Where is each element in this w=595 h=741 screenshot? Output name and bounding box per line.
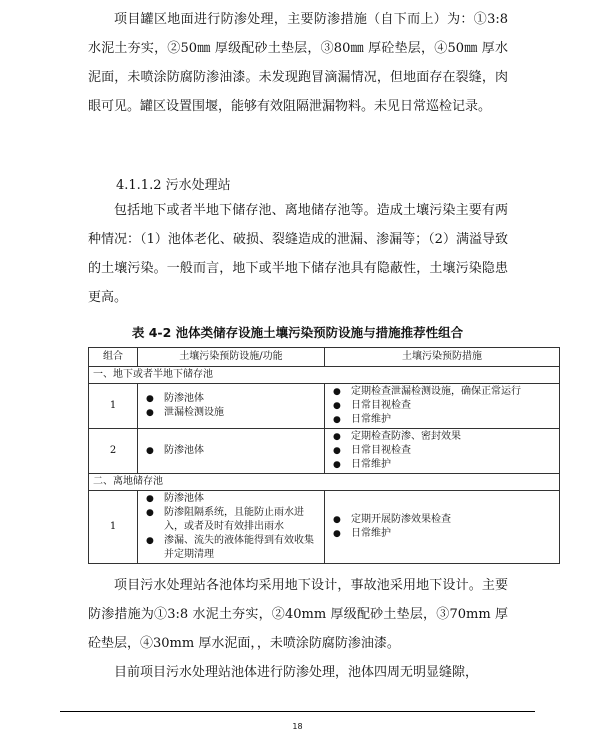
paragraph-text: 项目罐区地面进行防渗处理，主要防渗措施（自下而上）为：①3:8 水泥土夯实，②50㎜ 厚级配砂土垫层，③80㎜ 厚砼垫层，④50㎜ 厚水泥面，未喷涂防腐防渗油漆。未发现跑冒滴漏情况，但地面存在裂缝，肉眼可见。罐区设置围堰，能够有效阻隔泄漏物料。未见日常巡检记录。 [88, 12, 508, 114]
header-cell: 组合 [89, 348, 138, 367]
section-title: 一、地下或者半地下储存池 [89, 367, 560, 384]
row-id: 2 [89, 429, 138, 474]
list-item: ● 定期开展防渗效果检查 [329, 513, 555, 527]
section-row [89, 367, 560, 384]
paragraph-tank-area [88, 5, 508, 121]
table-row [89, 384, 560, 429]
list-item: ● 日常维护 [329, 458, 555, 472]
section-title: 二、离地储存池 [89, 474, 560, 491]
list-item: ● 防渗池体 [142, 392, 320, 406]
measures-cell [325, 491, 560, 564]
footer-divider [60, 711, 535, 712]
list-item: ● 定期检查防渗、密封效果 [329, 430, 555, 444]
paragraph-sewage-station [88, 571, 508, 687]
table-row [89, 491, 560, 564]
header-cell: 土壤污染预防措施 [325, 348, 560, 367]
row-id: 1 [89, 384, 138, 429]
paragraph-sewage-intro [88, 196, 508, 312]
facilities-cell [138, 491, 325, 564]
list-item: ● 日常目视检查 [329, 399, 555, 413]
facilities-cell [138, 384, 325, 429]
table-header-row [89, 348, 560, 367]
list-item: ● 防渗池体 [142, 492, 320, 506]
section-row [89, 474, 560, 491]
list-item: ● 防渗阻隔系统，且能防止雨水进入，或者及时有效排出雨水 [142, 506, 320, 534]
list-item: ● 定期检查泄漏检测设施，确保正常运行 [329, 385, 555, 399]
list-item: ● 日常维护 [329, 527, 555, 541]
measures-cell [325, 384, 560, 429]
list-item: ● 日常维护 [329, 413, 555, 427]
table-row [89, 429, 560, 474]
page-number: 18 [292, 722, 303, 731]
measures-cell [325, 429, 560, 474]
paragraph-text: 包括地下或者半地下储存池、离地储存池等。造成土壤污染主要有两种情况：（1）池体老化、破损、裂缝造成的泄漏、渗漏等；（2）满溢导致的土壤污染。一般而言，地下或半地下储存池具有隐蔽性，土壤污染隐患更高。 [88, 203, 508, 305]
row-id: 1 [89, 491, 138, 564]
facilities-cell [138, 429, 325, 474]
prevention-table [88, 347, 560, 564]
list-item: ● 防渗池体 [142, 444, 320, 458]
list-item: ● 渗漏、流失的液体能得到有效收集并定期清理 [142, 534, 320, 562]
section-heading: 4.1.1.2 污水处理站 [116, 178, 231, 193]
paragraph-text: 项目污水处理站各池体均采用地下设计，事故池采用地下设计。主要防渗措施为①3:8 水泥土夯实，②40mm 厚级配砂土垫层，③70mm 厚砼垫层，④30mm 厚水泥面，，未喷涂防腐防渗油漆。 [88, 578, 508, 651]
list-item: ● 泄漏检测设施 [142, 406, 320, 420]
paragraph-text: 目前项目污水处理站池体进行防渗处理，池体四周无明显缝隙， [114, 665, 479, 680]
table-caption: 表 4-2 池体类储存设施土壤污染预防设施与措施推荐性组合 [131, 325, 464, 340]
header-cell: 土壤污染预防设施/功能 [138, 348, 325, 367]
list-item: ● 日常目视检查 [329, 444, 555, 458]
